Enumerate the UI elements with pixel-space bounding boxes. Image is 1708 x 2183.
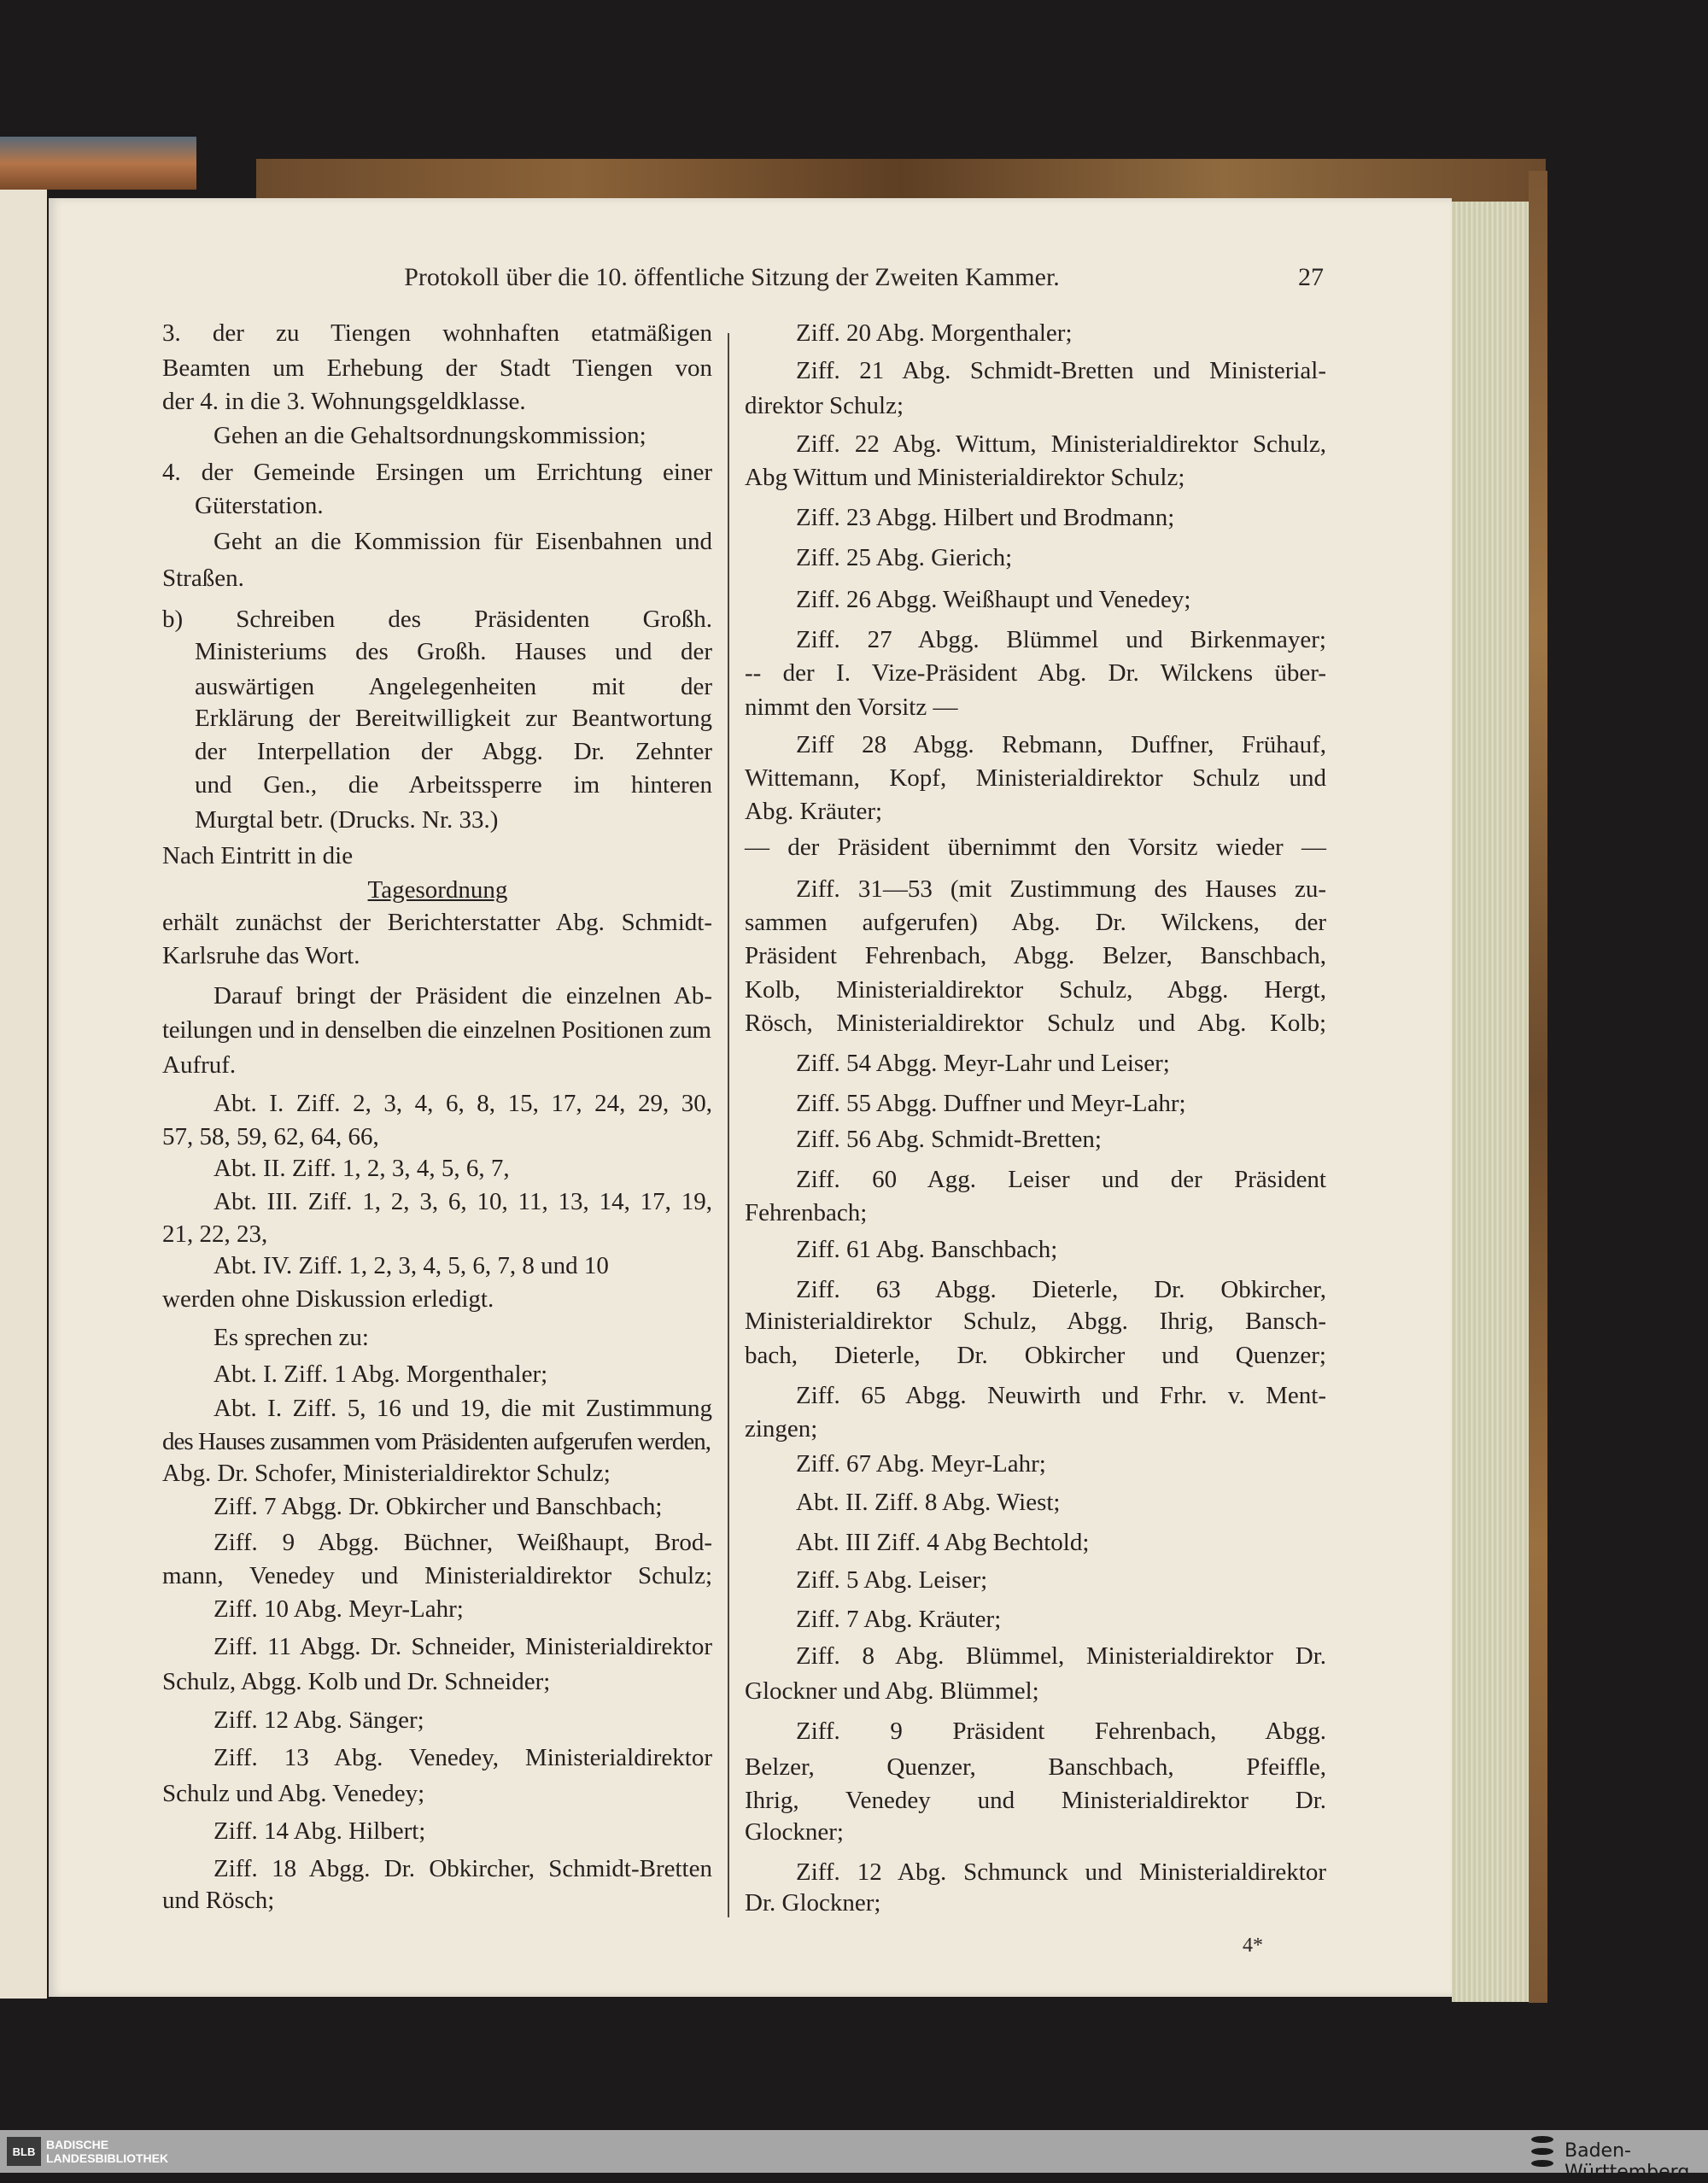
right-text-line: Ziff. 26 Abgg. Weißhaupt und Venedey; <box>796 586 1191 613</box>
book-spine <box>0 137 196 190</box>
left-text-line: b) Schreiben des Präsidenten Großh. <box>162 606 712 633</box>
left-text-line: Nach Eintritt in die <box>162 842 354 869</box>
left-text-line: auswärtigen Angelegenheiten mit der <box>195 673 712 700</box>
right-text-line: Ziff. 23 Abgg. Hilbert und Brodmann; <box>796 504 1175 531</box>
right-text-line: Ziff. 67 Abg. Meyr-Lahr; <box>796 1450 1046 1478</box>
left-text-line: Ziff. 12 Abg. Sänger; <box>214 1706 424 1734</box>
right-text-line: Ziff. 7 Abg. Kräuter; <box>796 1606 1002 1633</box>
state-name: Baden-Württemberg <box>1565 2140 1690 2183</box>
left-text-line: Straßen. <box>162 565 244 592</box>
left-text-line: des Hauses zusammen vom Präsidenten aufgerufen werden, <box>162 1428 711 1455</box>
left-text-line: und Rösch; <box>162 1887 275 1914</box>
blb-logo[interactable]: BLB <box>7 2137 41 2166</box>
left-text-line: Beamten um Erhebung der Stadt Tiengen von <box>162 354 712 382</box>
left-text-line: Abt. I. Ziff. 1 Abg. Morgenthaler; <box>214 1361 548 1388</box>
left-text-line: der 4. in die 3. Wohnungsgeldklasse. <box>162 388 526 415</box>
right-text-line: Fehrenbach; <box>745 1199 868 1226</box>
left-text-line: Ziff. 10 Abg. Meyr-Lahr; <box>214 1595 464 1623</box>
right-text-line: Kolb, Ministerialdirektor Schulz, Abgg. Hergt, <box>745 976 1326 1004</box>
left-text-line: Darauf bringt der Präsident die einzelnen Ab- <box>214 982 712 1010</box>
left-text-line: 57, 58, 59, 62, 64, 66, <box>162 1123 379 1150</box>
right-text-line: Ziff. 55 Abgg. Duffner und Meyr-Lahr; <box>796 1090 1186 1117</box>
right-text-line: Ziff 28 Abgg. Rebmann, Duffner, Frühauf, <box>796 731 1326 758</box>
column-divider <box>728 333 729 1917</box>
left-text-line: Ziff. 13 Abg. Venedey, Ministerialdirektor <box>214 1744 712 1771</box>
right-text-line: Präsident Fehrenbach, Abgg. Belzer, Banschbach, <box>745 942 1326 969</box>
right-text-line: Ziff. 5 Abg. Leiser; <box>796 1566 988 1594</box>
right-text-line: Ziff. 63 Abgg. Dieterle, Dr. Obkircher, <box>796 1276 1326 1303</box>
three-lions-icon <box>1529 2133 1556 2169</box>
running-title: Protokoll über die 10. öffentliche Sitzung der Zweiten Kammer. <box>404 263 1060 291</box>
right-text-line: Ziff. 9 Präsident Fehrenbach, Abgg. <box>796 1718 1326 1745</box>
left-text-line: Ziff. 11 Abgg. Dr. Schneider, Ministerialdirektor <box>214 1633 712 1660</box>
right-text-line: Abg. Kräuter; <box>745 798 883 825</box>
library-name <box>46 2138 168 2165</box>
right-text-line: direktor Schulz; <box>745 392 904 419</box>
left-text-line: Ziff. 14 Abg. Hilbert; <box>214 1817 426 1845</box>
right-text-line: Wittemann, Kopf, Ministerialdirektor Schulz und <box>745 764 1326 792</box>
right-text-line: Abg Wittum und Ministerialdirektor Schulz; <box>745 464 1185 491</box>
signature-mark: 4* <box>1243 1934 1263 1957</box>
right-text-line: Ziff. 54 Abgg. Meyr-Lahr und Leiser; <box>796 1050 1170 1077</box>
left-text-line: Abt. II. Ziff. 1, 2, 3, 4, 5, 6, 7, <box>214 1155 510 1182</box>
page-edges <box>1452 202 1529 2002</box>
left-text-line: und Gen., die Arbeitssperre im hinteren <box>195 771 712 799</box>
left-text-line: Ministeriums des Großh. Hauses und der <box>195 638 712 665</box>
right-text-line: Belzer, Quenzer, Banschbach, Pfeiffle, <box>745 1753 1326 1781</box>
left-text-line: Geht an die Kommission für Eisenbahnen und <box>214 528 712 555</box>
left-text-line: Tagesordnung <box>367 876 508 904</box>
left-text-line: Abg. Dr. Schofer, Ministerialdirektor Schulz; <box>162 1460 611 1487</box>
left-text-line: Abt. III. Ziff. 1, 2, 3, 6, 10, 11, 13, 14, 17, 19, <box>214 1188 712 1215</box>
right-text-line: Glockner und Abg. Blümmel; <box>745 1677 1039 1705</box>
book-cover-right <box>1529 171 1547 2003</box>
right-text-line: Ziff. 21 Abg. Schmidt-Bretten und Ministerial- <box>796 357 1326 384</box>
right-text-line: Ziff. 12 Abg. Schmunck und Ministerialdirektor <box>796 1858 1326 1886</box>
left-text-line: 3. der zu Tiengen wohnhaften etatmäßigen <box>162 319 712 347</box>
right-text-line: Ziff. 31—53 (mit Zustimmung des Hauses zu- <box>796 875 1326 903</box>
left-text-line: Schulz und Abg. Venedey; <box>162 1780 425 1807</box>
right-text-line: Ziff. 8 Abg. Blümmel, Ministerialdirektor Dr. <box>796 1642 1326 1670</box>
right-text-line: Ziff. 20 Abg. Morgenthaler; <box>796 319 1073 347</box>
left-text-line: Ziff. 18 Abgg. Dr. Obkircher, Schmidt-Bretten <box>214 1855 712 1882</box>
page-number: 27 <box>1298 263 1324 291</box>
left-text-line: Schulz, Abgg. Kolb und Dr. Schneider; <box>162 1668 551 1695</box>
left-text-line: Güterstation. <box>195 492 324 519</box>
left-text-line: teilungen und in denselben die einzelnen Positionen zum <box>162 1016 711 1044</box>
left-text-line: Murgtal betr. (Drucks. Nr. 33.) <box>195 806 499 834</box>
right-text-line: zingen; <box>745 1415 818 1443</box>
left-text-line: 21, 22, 23, <box>162 1220 268 1248</box>
right-text-line: sammen aufgerufen) Abg. Dr. Wilckens, der <box>745 909 1326 936</box>
footer-bar <box>0 2130 1708 2183</box>
left-text-line: Abt. I. Ziff. 2, 3, 4, 6, 8, 15, 17, 24, 29, 30, <box>214 1090 712 1117</box>
left-text-line: werden ohne Diskussion erledigt. <box>162 1285 494 1313</box>
right-text-line: Abt. II. Ziff. 8 Abg. Wiest; <box>796 1489 1061 1516</box>
right-text-line: Ihrig, Venedey und Ministerialdirektor Dr. <box>745 1787 1326 1814</box>
right-text-line: Glockner; <box>745 1818 844 1846</box>
facing-page-edge <box>0 137 47 1999</box>
left-text-line: Es sprechen zu: <box>214 1324 369 1351</box>
book-cover-top <box>256 159 1546 203</box>
right-text-line: -- der I. Vize-Präsident Abg. Dr. Wilckens über- <box>745 659 1326 687</box>
left-text-line: Abt. I. Ziff. 5, 16 und 19, die mit Zustimmung <box>214 1395 712 1422</box>
left-text-line: Karlsruhe das Wort. <box>162 942 360 969</box>
library-name-line2: LANDESBIBLIOTHEK <box>46 2151 169 2165</box>
right-text-line: Ziff. 22 Abg. Wittum, Ministerialdirektor Schulz, <box>796 430 1326 458</box>
right-text-line: Ministerialdirektor Schulz, Abgg. Ihrig, Bansch- <box>745 1308 1326 1335</box>
left-text-line: erhält zunächst der Berichterstatter Abg. Schmidt- <box>162 909 712 936</box>
right-text-line: Ziff. 27 Abgg. Blümmel und Birkenmayer; <box>796 626 1326 653</box>
right-text-line: Ziff. 60 Agg. Leiser und der Präsident <box>796 1166 1326 1193</box>
left-text-line: mann, Venedey und Ministerialdirektor Schulz; <box>162 1562 712 1589</box>
left-text-line: Ziff. 7 Abgg. Dr. Obkircher und Banschbach; <box>214 1493 663 1520</box>
right-text-line: Ziff. 61 Abg. Banschbach; <box>796 1236 1058 1263</box>
left-text-line: Erklärung der Bereitwilligkeit zur Beantwortung <box>195 705 712 732</box>
left-text-line: Ziff. 9 Abgg. Büchner, Weißhaupt, Brod- <box>214 1529 712 1556</box>
left-text-line: der Interpellation der Abgg. Dr. Zehnter <box>195 738 712 765</box>
left-text-line: Abt. IV. Ziff. 1, 2, 3, 4, 5, 6, 7, 8 und 10 <box>214 1252 609 1279</box>
left-text-line: Gehen an die Gehaltsordnungskommission; <box>214 422 646 449</box>
right-text-line: nimmt den Vorsitz — <box>745 694 958 721</box>
right-text-line: Dr. Glockner; <box>745 1889 881 1917</box>
right-text-line: Abt. III Ziff. 4 Abg Bechtold; <box>796 1529 1090 1556</box>
right-text-line: Ziff. 25 Abg. Gierich; <box>796 544 1013 571</box>
right-text-line: Ziff. 65 Abgg. Neuwirth und Frhr. v. Ment- <box>796 1382 1326 1409</box>
left-text-line: Aufruf. <box>162 1051 237 1079</box>
right-text-line: bach, Dieterle, Dr. Obkircher und Quenzer; <box>745 1342 1326 1369</box>
left-text-line: 4. der Gemeinde Ersingen um Errichtung einer <box>162 459 712 486</box>
library-name-line1: BADISCHE <box>46 2138 109 2151</box>
right-text-line: Rösch, Ministerialdirektor Schulz und Abg. Kolb; <box>745 1010 1326 1037</box>
right-text-line: Ziff. 56 Abg. Schmidt-Bretten; <box>796 1126 1102 1153</box>
right-text-line: — der Präsident übernimmt den Vorsitz wieder — <box>745 834 1326 861</box>
